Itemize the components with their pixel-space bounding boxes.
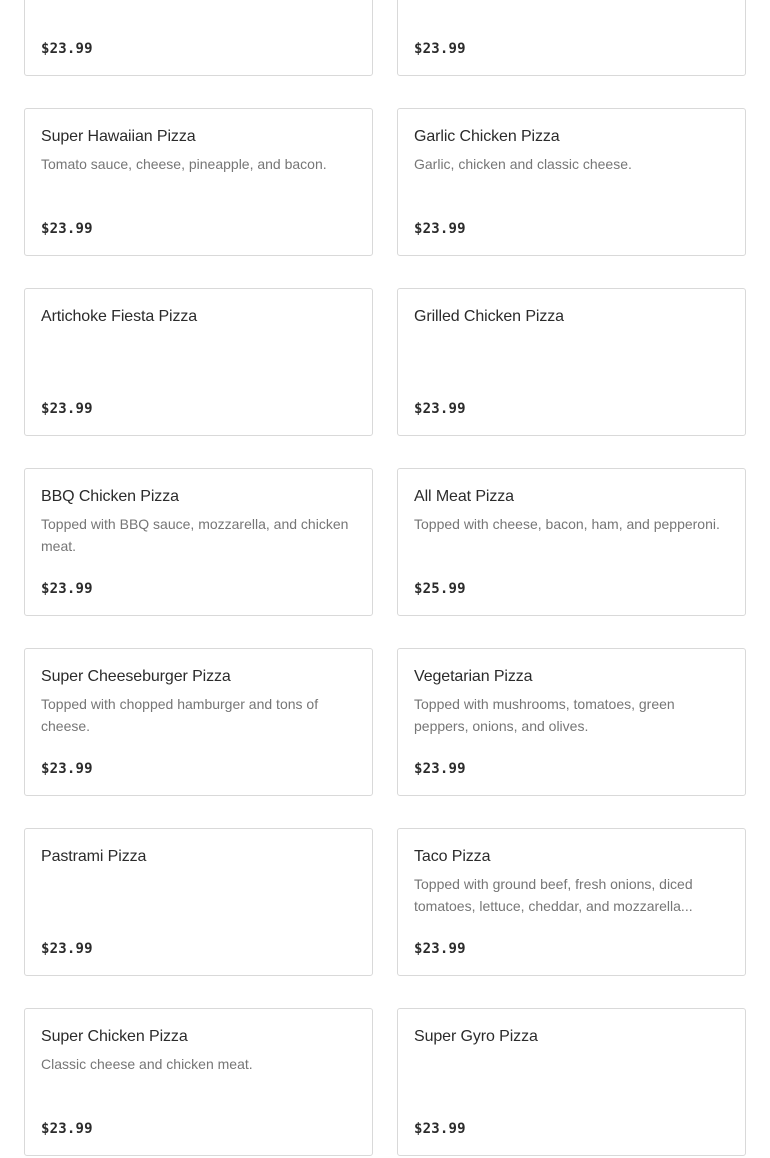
menu-item-name: Garlic Chicken Pizza — [414, 128, 560, 145]
menu-item-name: Taco Pizza — [414, 848, 491, 865]
menu-item-name: All Meat Pizza — [414, 488, 514, 505]
menu-item-price: $23.99 — [41, 1121, 93, 1137]
menu-item-card[interactable] — [397, 648, 746, 796]
menu-item-card[interactable] — [24, 468, 373, 616]
menu-item-name: Super Hawaiian Pizza — [41, 128, 196, 145]
menu-item-description: Garlic, chicken and classic cheese. — [414, 156, 632, 172]
menu-item-name: BBQ Chicken Pizza — [41, 488, 179, 505]
menu-item-card[interactable] — [397, 828, 746, 976]
menu-item-name: Super Cheeseburger Pizza — [41, 668, 231, 685]
menu-item-card[interactable] — [24, 648, 373, 796]
menu-item-name: Super Chicken Pizza — [41, 1028, 188, 1045]
menu-item-card[interactable] — [397, 0, 746, 76]
menu-item-price: $23.99 — [414, 401, 466, 417]
menu-item-description: Topped with chopped hamburger and tons of cheese. — [41, 696, 319, 734]
menu-item-description: Topped with cheese, bacon, ham, and pepperoni. — [414, 516, 720, 532]
menu-item-price: $23.99 — [41, 41, 93, 57]
menu-item-description: Topped with BBQ sauce, mozzarella, and chicken meat. — [41, 516, 349, 554]
menu-item-price: $23.99 — [41, 221, 93, 237]
menu-item-description: Classic cheese and chicken meat. — [41, 1056, 253, 1072]
menu-item-price: $23.99 — [414, 761, 466, 777]
menu-item-name: Pastrami Pizza — [41, 848, 147, 865]
menu-item-name: Grilled Chicken Pizza — [414, 308, 564, 325]
menu-item-name: Super Gyro Pizza — [414, 1028, 538, 1045]
menu-item-card[interactable] — [397, 468, 746, 616]
menu-item-card[interactable] — [24, 0, 373, 76]
menu-item-name: Vegetarian Pizza — [414, 668, 533, 685]
menu-item-price: $23.99 — [414, 221, 466, 237]
menu-item-description — [414, 0, 729, 1]
menu-item-price: $23.99 — [414, 41, 466, 57]
menu-item-card[interactable] — [24, 828, 373, 976]
menu-item-price: $23.99 — [41, 401, 93, 417]
menu-item-card[interactable] — [24, 108, 373, 256]
menu-item-price: $25.99 — [414, 581, 466, 597]
menu-item-price: $23.99 — [41, 581, 93, 597]
menu-item-description: Topped with mushrooms, tomatoes, green peppers, onions, and olives. — [414, 696, 675, 734]
menu-grid — [24, 0, 746, 1156]
menu-item-card[interactable] — [397, 108, 746, 256]
menu-item-price: $23.99 — [414, 1121, 466, 1137]
menu-item-price: $23.99 — [414, 941, 466, 957]
menu-item-name: Artichoke Fiesta Pizza — [41, 308, 198, 325]
menu-item-card[interactable] — [24, 288, 373, 436]
menu-item-price: $23.99 — [41, 761, 93, 777]
menu-item-card[interactable] — [397, 1008, 746, 1156]
menu-item-description: Tomato sauce, cheese, pineapple, and bacon. — [41, 156, 327, 172]
menu-item-price: $23.99 — [41, 941, 93, 957]
menu-item-description: Topped with ground beef, fresh onions, diced tomatoes, lettuce, cheddar, and mozzarella... — [414, 876, 693, 914]
menu-item-card[interactable] — [24, 1008, 373, 1156]
menu-item-card[interactable] — [397, 288, 746, 436]
